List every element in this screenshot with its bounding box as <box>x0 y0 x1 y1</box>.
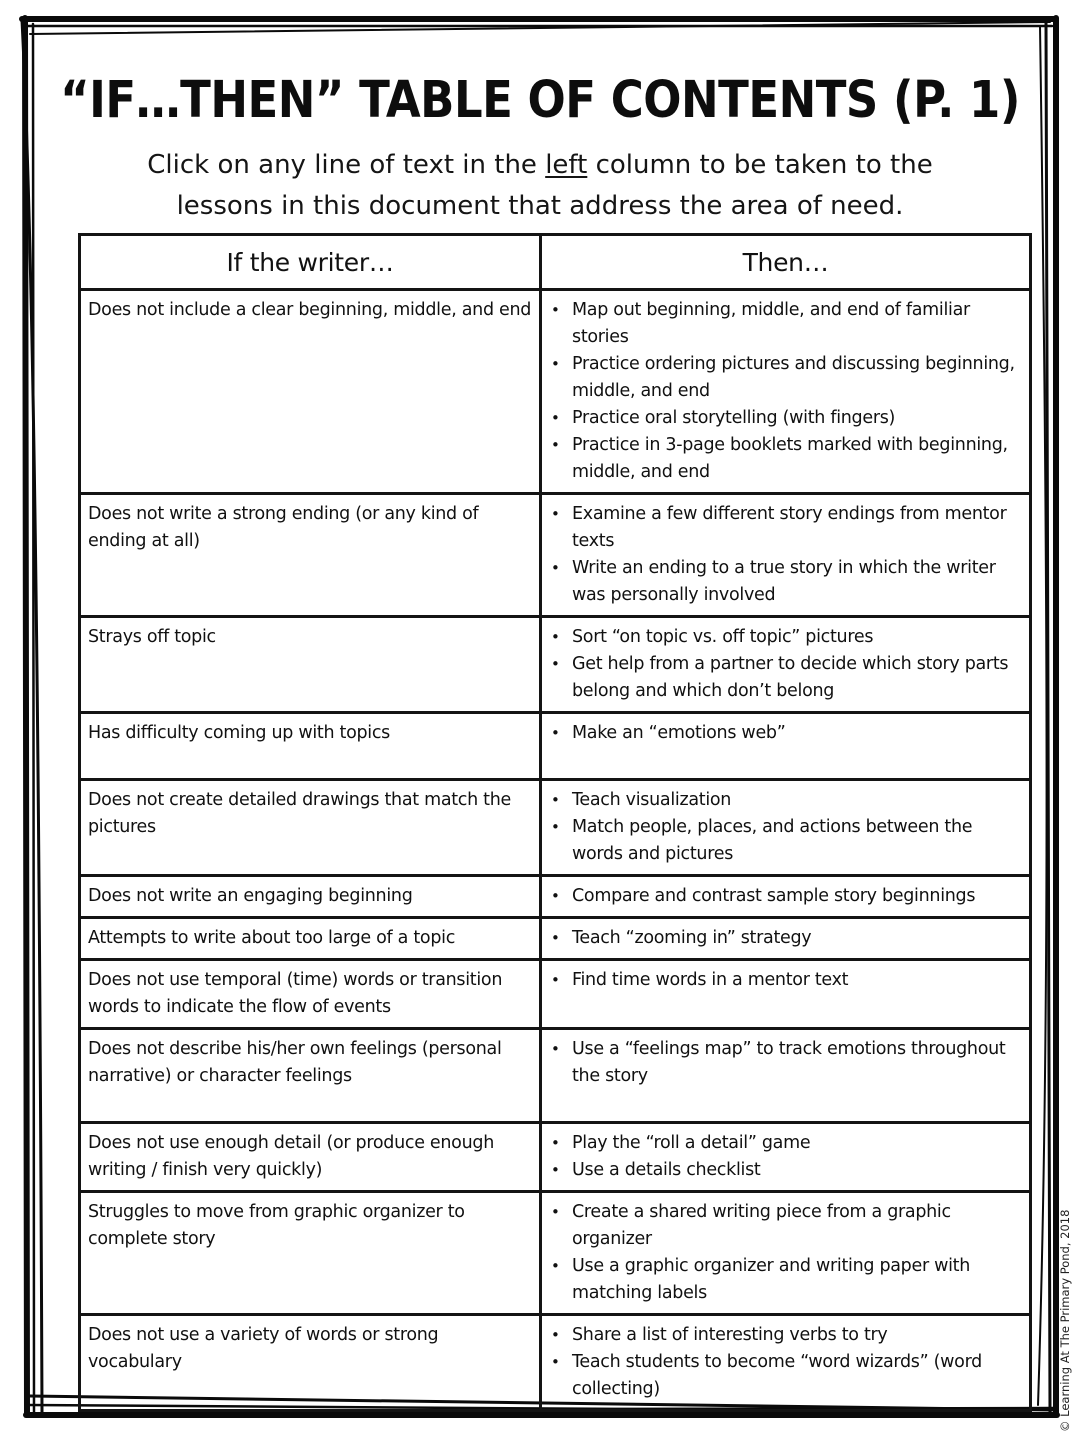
if-cell-link[interactable]: Does not create detailed drawings that match the pictures <box>80 780 541 876</box>
then-item: • Teach students to become “word wizards” (word collecting) <box>548 1349 1019 1403</box>
then-cell <box>541 1315 1031 1411</box>
then-cell <box>541 918 1031 960</box>
bullet-icon: • <box>551 971 560 989</box>
table-row <box>80 1192 1031 1315</box>
table-row <box>80 494 1031 617</box>
then-item: • Map out beginning, middle, and end of familiar stories <box>548 297 1019 351</box>
bullet-icon: • <box>551 301 560 319</box>
then-item: • Make an “emotions web” <box>548 720 1019 747</box>
table-row <box>80 876 1031 918</box>
bullet-icon: • <box>551 1134 560 1152</box>
bullet-icon: • <box>551 791 560 809</box>
instructions-text-after: column to be taken to the lessons in this document that address the area of need. <box>176 150 933 221</box>
if-cell-link[interactable]: Does not use a variety of words or strong vocabulary <box>80 1315 541 1411</box>
bullet-icon: • <box>551 1161 560 1179</box>
table-row <box>80 713 1031 780</box>
bullet-icon: • <box>551 818 560 836</box>
table-row <box>80 290 1031 494</box>
then-item: • Find time words in a mentor text <box>548 967 1019 994</box>
bullet-icon: • <box>551 1257 560 1275</box>
bullet-icon: • <box>551 409 560 427</box>
then-cell <box>541 1123 1031 1192</box>
then-item: • Use a graphic organizer and writing paper with matching labels <box>548 1253 1019 1307</box>
bullet-icon: • <box>551 436 560 454</box>
then-cell <box>541 780 1031 876</box>
table-row <box>80 1315 1031 1411</box>
then-item: • Sort “on topic vs. off topic” pictures <box>548 624 1019 651</box>
then-cell <box>541 494 1031 617</box>
bullet-icon: • <box>551 1203 560 1221</box>
if-cell-link[interactable]: Attempts to write about too large of a topic <box>80 918 541 960</box>
if-then-table <box>78 233 1032 1412</box>
bullet-icon: • <box>551 559 560 577</box>
if-cell-link[interactable]: Does not include a clear beginning, middle, and end <box>80 290 541 494</box>
then-item: • Compare and contrast sample story beginnings <box>548 883 1019 910</box>
bullet-icon: • <box>551 1326 560 1344</box>
page-title: “IF…THEN” TABLE OF CONTENTS (P. 1) <box>60 70 1020 130</box>
if-cell-link[interactable]: Struggles to move from graphic organizer to complete story <box>80 1192 541 1315</box>
column-header-then: Then… <box>541 235 1031 290</box>
then-item: • Practice in 3-page booklets marked with beginning, middle, and end <box>548 432 1019 486</box>
then-cell <box>541 1192 1031 1315</box>
if-cell-link[interactable]: Does not write a strong ending (or any kind of ending at all) <box>80 494 541 617</box>
then-item: • Create a shared writing piece from a graphic organizer <box>548 1199 1019 1253</box>
then-cell <box>541 876 1031 918</box>
if-cell-link[interactable]: Does not describe his/her own feelings (personal narrative) or character feelings <box>80 1029 541 1123</box>
if-cell-link[interactable]: Does not use temporal (time) words or transition words to indicate the flow of events <box>80 960 541 1029</box>
then-item: • Get help from a partner to decide which story parts belong and which don’t belong <box>548 651 1019 705</box>
then-item: • Teach “zooming in” strategy <box>548 925 1019 952</box>
copyright-notice: © Learning At The Primary Pond, 2018 <box>1058 1209 1072 1432</box>
then-cell <box>541 960 1031 1029</box>
table-header-row <box>80 235 1031 290</box>
bullet-icon: • <box>551 355 560 373</box>
instructions-text-before: Click on any line of text in the <box>147 150 546 180</box>
column-header-if: If the writer… <box>80 235 541 290</box>
if-cell-link[interactable]: Has difficulty coming up with topics <box>80 713 541 780</box>
then-item: • Practice ordering pictures and discussing beginning, middle, and end <box>548 351 1019 405</box>
then-item: • Examine a few different story endings from mentor texts <box>548 501 1019 555</box>
then-cell <box>541 1029 1031 1123</box>
if-cell-link[interactable]: Strays off topic <box>80 617 541 713</box>
table-row <box>80 1123 1031 1192</box>
then-cell <box>541 617 1031 713</box>
bullet-icon: • <box>551 1040 560 1058</box>
bullet-icon: • <box>551 724 560 742</box>
bullet-icon: • <box>551 887 560 905</box>
bullet-icon: • <box>551 628 560 646</box>
table-row <box>80 918 1031 960</box>
then-item: • Use a details checklist <box>548 1157 1019 1184</box>
table-row <box>80 1029 1031 1123</box>
then-item: • Teach visualization <box>548 787 1019 814</box>
then-cell <box>541 713 1031 780</box>
then-item: • Write an ending to a true story in which the writer was personally involved <box>548 555 1019 609</box>
then-item: • Match people, places, and actions between the words and pictures <box>548 814 1019 868</box>
bullet-icon: • <box>551 1353 560 1371</box>
table-row <box>80 617 1031 713</box>
bullet-icon: • <box>551 505 560 523</box>
instructions-underlined-word: left <box>545 150 588 180</box>
then-cell <box>541 290 1031 494</box>
table-row <box>80 780 1031 876</box>
instructions-text <box>100 145 980 227</box>
then-item: • Share a list of interesting verbs to try <box>548 1322 1019 1349</box>
then-item: • Practice oral storytelling (with fingers) <box>548 405 1019 432</box>
if-cell-link[interactable]: Does not write an engaging beginning <box>80 876 541 918</box>
bullet-icon: • <box>551 655 560 673</box>
if-cell-link[interactable]: Does not use enough detail (or produce enough writing / finish very quickly) <box>80 1123 541 1192</box>
bullet-icon: • <box>551 929 560 947</box>
then-item: • Use a “feelings map” to track emotions throughout the story <box>548 1036 1019 1090</box>
table-row <box>80 960 1031 1029</box>
then-item: • Play the “roll a detail” game <box>548 1130 1019 1157</box>
